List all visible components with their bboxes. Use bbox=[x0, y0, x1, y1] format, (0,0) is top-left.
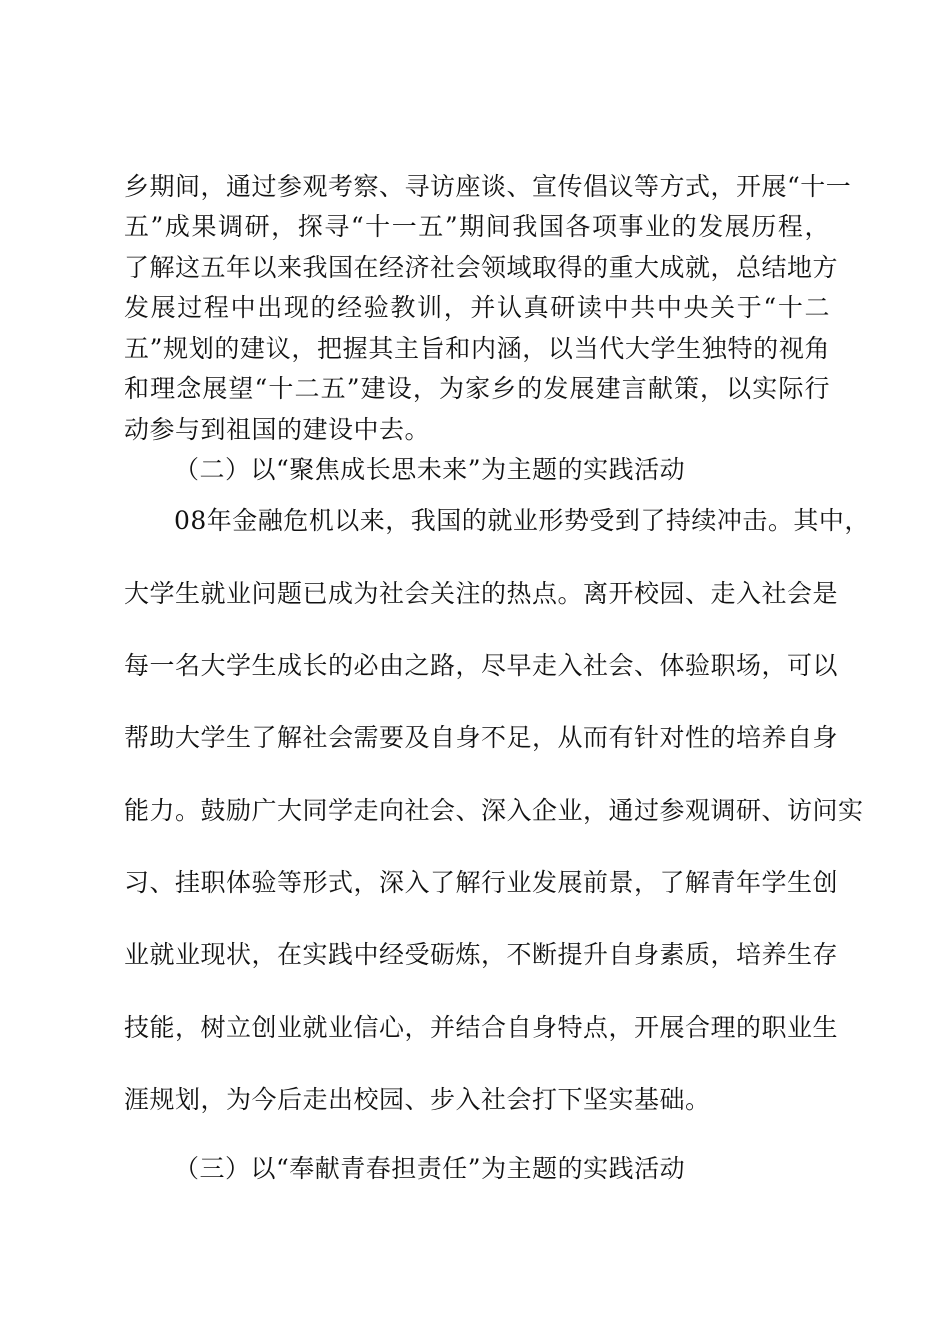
section-heading: （三）以“奉献青春担责任”为主题的实践活动 bbox=[174, 1154, 686, 1183]
paragraph-line: 习、挂职体验等形式，深入了解行业发展前景，了解青年学生创 bbox=[124, 868, 839, 897]
paragraph-line: 08年金融危机以来，我国的就业形势受到了持续冲击。其中， bbox=[174, 506, 870, 535]
paragraph-line: 五”成果调研，探寻“十一五”期间我国各项事业的发展历程， bbox=[124, 212, 830, 241]
paragraph-line: 技能，树立创业就业信心，并结合自身特点，开展合理的职业生 bbox=[124, 1013, 839, 1042]
paragraph-line: 动参与到祖国的建设中去。 bbox=[124, 415, 431, 444]
paragraph-line: 业就业现状，在实践中经受砺炼，不断提升自身素质，培养生存 bbox=[124, 940, 839, 969]
paragraph-line: 能力。鼓励广大同学走向社会、深入企业，通过参观调研、访问实 bbox=[124, 796, 864, 825]
section-heading: （二）以“聚焦成长思未来”为主题的实践活动 bbox=[174, 455, 686, 484]
paragraph-line: 帮助大学生了解社会需要及自身不足，从而有针对性的培养自身 bbox=[124, 723, 839, 752]
paragraph-line: 每一名大学生成长的必由之路，尽早走入社会、体验职场，可以 bbox=[124, 651, 839, 680]
paragraph-line: 和理念展望“十二五”建设，为家乡的发展建言献策，以实际行 bbox=[124, 374, 830, 403]
paragraph-line: 发展过程中出现的经验教训，并认真研读中共中央关于“十二 bbox=[124, 293, 830, 322]
paragraph-line: 了解这五年以来我国在经济社会领域取得的重大成就，总结地方 bbox=[124, 253, 839, 282]
paragraph-line: 涯规划，为今后走出校园、步入社会打下坚实基础。 bbox=[124, 1085, 711, 1114]
paragraph-line: 大学生就业问题已成为社会关注的热点。离开校园、走入社会是 bbox=[124, 579, 839, 608]
paragraph-line: 乡期间，通过参观考察、寻访座谈、宣传倡议等方式，开展“十一 bbox=[124, 172, 852, 201]
paragraph-line: 五”规划的建议，把握其主旨和内涵，以当代大学生独特的视角 bbox=[124, 334, 830, 363]
